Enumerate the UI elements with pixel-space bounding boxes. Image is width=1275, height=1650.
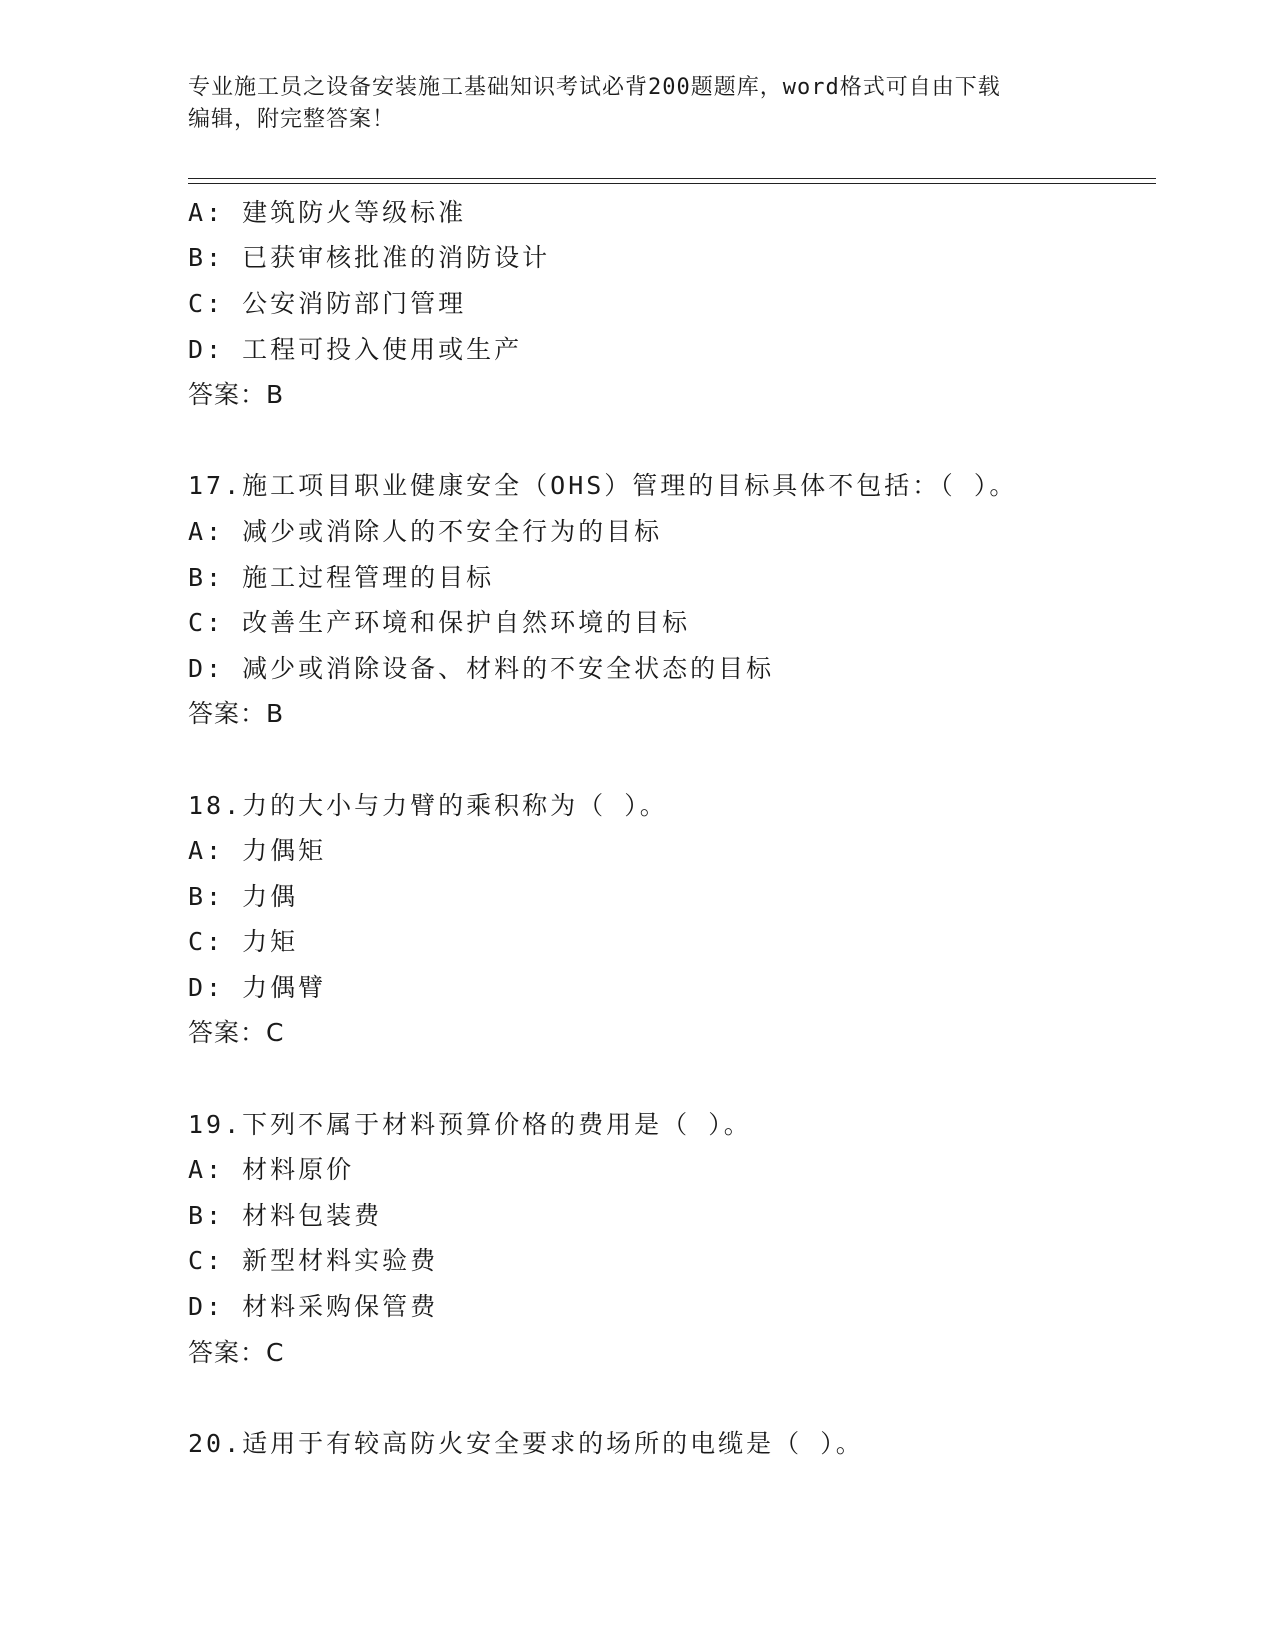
option-a: A: 减少或消除人的不安全行为的目标 xyxy=(188,516,663,546)
option-d: D: 减少或消除设备、材料的不安全状态的目标 xyxy=(188,653,775,683)
question-stem: 20.适用于有较高防火安全要求的场所的电缆是（ ）。 xyxy=(188,1428,864,1458)
question-list xyxy=(188,188,1148,1465)
option-d: D: 材料采购保管费 xyxy=(188,1292,439,1322)
header-title-line-2: 编辑，附完整答案！ xyxy=(188,107,396,132)
answer-line: 答案：B xyxy=(188,699,285,729)
spacer xyxy=(188,1054,1148,1100)
header-title-line-1: 专业施工员之设备安装施工基础知识考试必背200题题库，word格式可自由下载 xyxy=(188,75,1001,100)
option-b: B: 力偶 xyxy=(188,881,299,911)
option-b: B: 已获审核批准的消防设计 xyxy=(188,243,551,273)
question-17 xyxy=(188,462,1148,736)
answer-line: 答案：C xyxy=(188,1018,285,1048)
spacer xyxy=(188,735,1148,781)
option-b: B: 材料包装费 xyxy=(188,1200,383,1230)
option-a: A: 力偶矩 xyxy=(188,836,327,866)
option-d: D: 力偶臂 xyxy=(188,972,327,1002)
spacer xyxy=(188,1373,1148,1419)
answer-line: 答案：C xyxy=(188,1337,285,1367)
option-c: C: 改善生产环境和保护自然环境的目标 xyxy=(188,608,691,638)
question-20 xyxy=(188,1419,1148,1465)
question-16-continued xyxy=(188,188,1148,416)
question-stem: 19.下列不属于材料预算价格的费用是（ ）。 xyxy=(188,1109,752,1139)
option-c: C: 力矩 xyxy=(188,927,299,957)
option-d: D: 工程可投入使用或生产 xyxy=(188,334,523,364)
option-c: C: 公安消防部门管理 xyxy=(188,288,467,318)
question-18 xyxy=(188,781,1148,1055)
question-19 xyxy=(188,1100,1148,1374)
question-stem: 17.施工项目职业健康安全（OHS）管理的目标具体不包括：（ ）。 xyxy=(188,471,1018,501)
answer-line: 答案：B xyxy=(188,380,285,410)
option-a: A: 建筑防火等级标准 xyxy=(188,197,467,227)
header-divider-top xyxy=(188,178,1156,179)
option-c: C: 新型材料实验费 xyxy=(188,1246,439,1276)
header-divider-bottom xyxy=(188,183,1156,184)
document-header xyxy=(188,72,1068,136)
question-stem: 18.力的大小与力臂的乘积称为（ ）。 xyxy=(188,790,668,820)
option-a: A: 材料原价 xyxy=(188,1155,355,1185)
option-b: B: 施工过程管理的目标 xyxy=(188,562,495,592)
spacer xyxy=(188,416,1148,462)
